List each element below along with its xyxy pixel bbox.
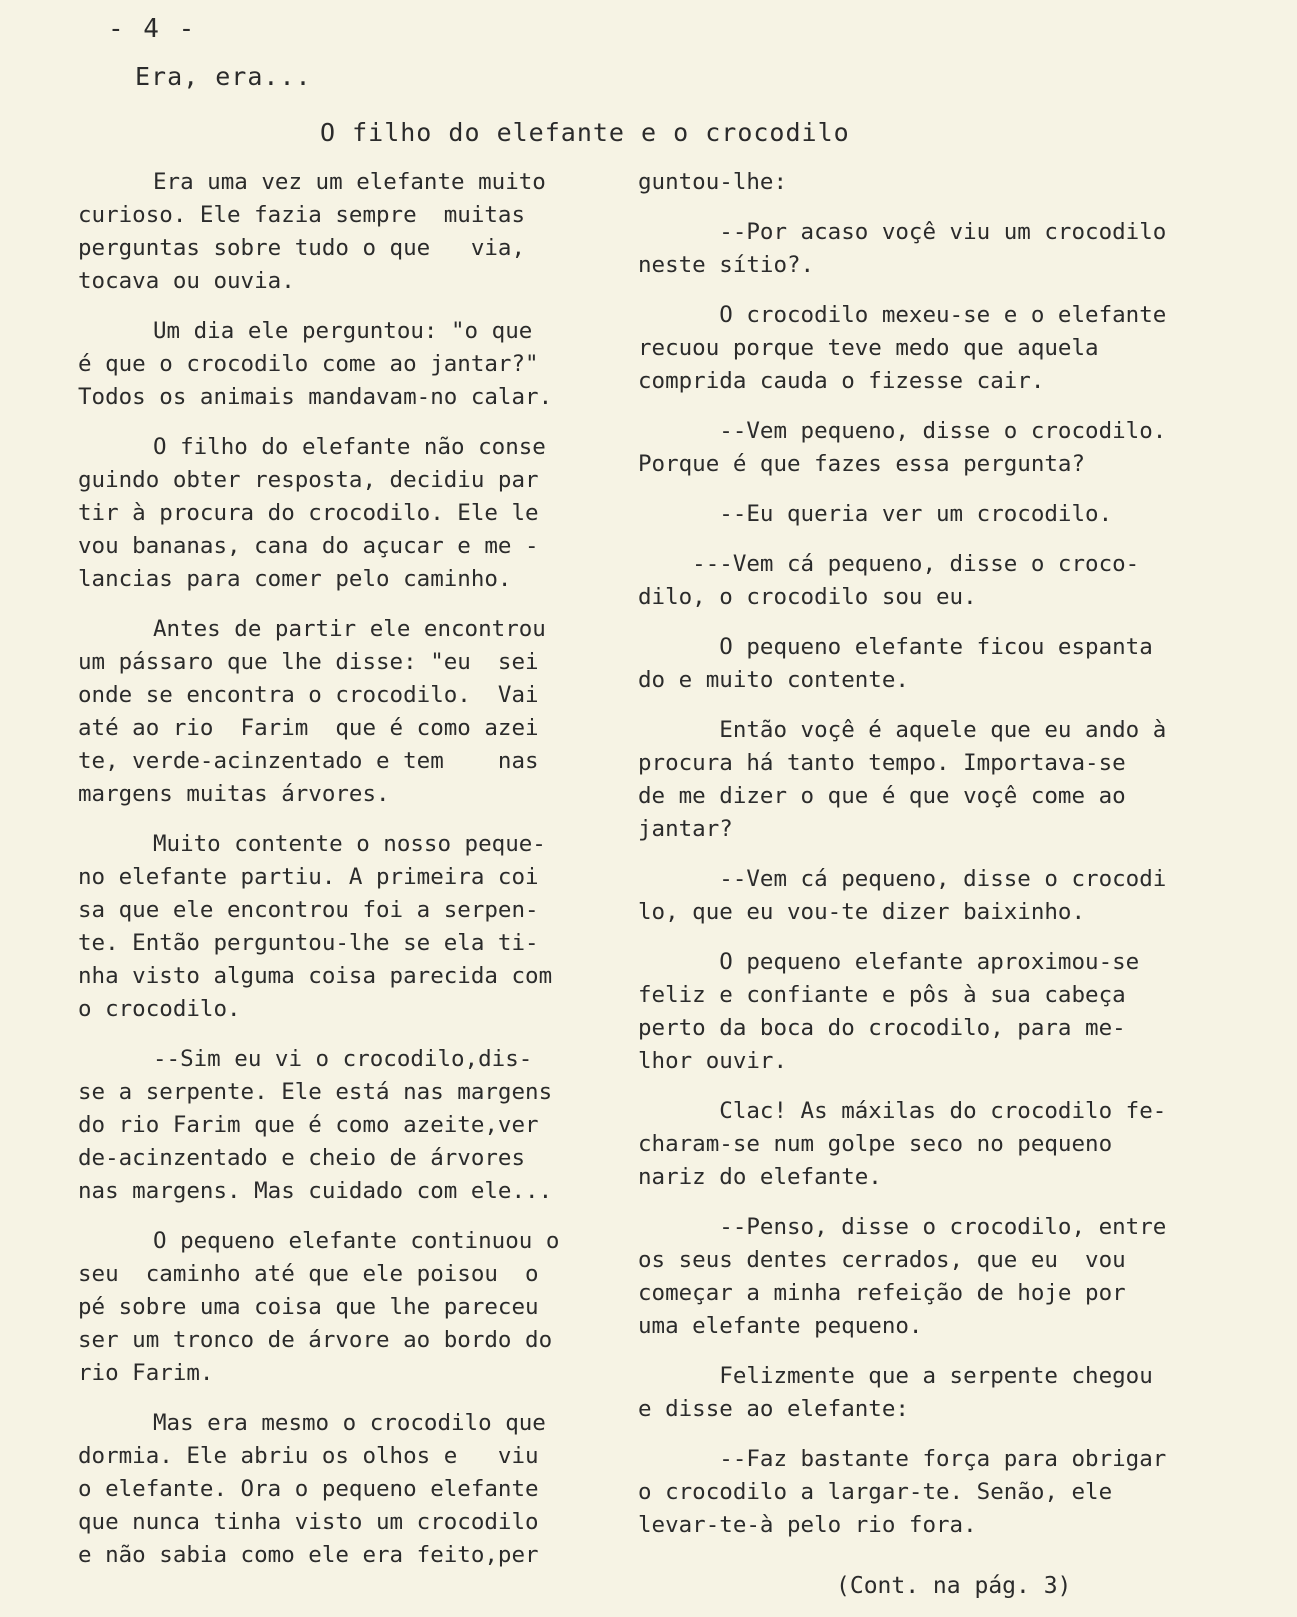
text-line: Porque é que fazes essa pergunta? (638, 451, 1086, 477)
text-line: Então voçê é aquele que eu ando à (638, 717, 1167, 743)
text-line: lo, que eu vou-te dizer baixinho. (638, 899, 1086, 925)
text-line: te. Então perguntou-lhe se ela ti- (78, 930, 539, 956)
paragraph (638, 946, 1228, 1078)
text-line: se a serpente. Ele está nas margens (78, 1079, 553, 1105)
text-line: perto da boca do crocodilo, para me- (638, 1015, 1126, 1041)
text-line: O pequeno elefante ficou espanta (638, 634, 1153, 660)
text-line: lhor ouvir. (638, 1048, 788, 1074)
text-line: --Vem pequeno, disse o crocodilo. (638, 418, 1167, 444)
text-line: perguntas sobre tudo o que via, (78, 235, 526, 261)
text-line: neste sítio?. (638, 252, 815, 278)
paragraph (638, 299, 1228, 398)
text-line: o crocodilo a largar-te. Senão, ele (638, 1479, 1113, 1505)
text-line: feliz e confiante e pôs à sua cabeça (638, 982, 1126, 1008)
paragraph (78, 828, 638, 1026)
story-title: O filho do elefante e o crocodilo (320, 118, 850, 147)
text-line: charam-se num golpe seco no pequeno (638, 1131, 1113, 1157)
text-line: nha visto alguma coisa parecida com (78, 963, 553, 989)
left-column (78, 166, 638, 1589)
text-line: comprida cauda o fizesse cair. (638, 368, 1045, 394)
paragraph (78, 166, 638, 298)
paragraph (78, 1407, 638, 1572)
text-line: onde se encontra o crocodilo. Vai (78, 682, 539, 708)
text-line: --Por acaso voçê viu um crocodilo (638, 219, 1167, 245)
text-line: Era uma vez um elefante muito (153, 169, 546, 195)
paragraph (638, 548, 1228, 614)
paragraph (638, 863, 1228, 929)
text-line: do e muito contente. (638, 667, 909, 693)
paragraph (78, 431, 638, 596)
text-line: tir à procura do crocodilo. Ele le (78, 500, 539, 526)
paragraph (638, 498, 1228, 531)
text-line: O filho do elefante não conse (153, 434, 546, 460)
paragraph (638, 1211, 1228, 1343)
text-line: e disse ao elefante: (638, 1396, 909, 1422)
text-line: no elefante partiu. A primeira coi (78, 864, 539, 890)
text-line: tocava ou ouvia. (78, 268, 295, 294)
text-line: até ao rio Farim que é como azei (78, 715, 539, 741)
text-line: te, verde-acinzentado e tem nas (78, 748, 539, 774)
text-line: jantar? (638, 816, 733, 842)
text-line: Um dia ele perguntou: "o que (153, 318, 533, 344)
text-line: curioso. Ele fazia sempre muitas (78, 202, 526, 228)
paragraph (78, 315, 638, 414)
page-number: - 4 - (108, 14, 197, 44)
text-line: nas margens. Mas cuidado com ele... (78, 1178, 553, 1204)
text-line: recuou porque teve medo que aquela (638, 335, 1099, 361)
text-line: --Eu queria ver um crocodilo. (638, 501, 1113, 527)
paragraph (638, 1443, 1228, 1542)
text-line: Antes de partir ele encontrou (153, 616, 546, 642)
text-line: Mas era mesmo o crocodilo que (153, 1410, 546, 1436)
text-line: levar-te-à pelo rio fora. (638, 1512, 977, 1538)
text-line: rio Farim. (78, 1360, 214, 1386)
right-column (638, 166, 1228, 1559)
text-line: uma elefante pequeno. (638, 1313, 923, 1339)
text-line: Todos os animais mandavam-no calar. (78, 384, 553, 410)
text-line: vou bananas, cana do açucar e me - (78, 533, 539, 559)
text-line: procura há tanto tempo. Importava-se (638, 750, 1126, 776)
paragraph (638, 631, 1228, 697)
paragraph (78, 1225, 638, 1390)
paragraph (78, 613, 638, 811)
text-line: o elefante. Ora o pequeno elefante (78, 1476, 539, 1502)
text-line: Felizmente que a serpente chegou (638, 1363, 1153, 1389)
text-line: do rio Farim que é como azeite,ver (78, 1112, 539, 1138)
text-line: dilo, o crocodilo sou eu. (638, 584, 977, 610)
text-line: --Vem cá pequeno, disse o crocodi (638, 866, 1167, 892)
text-line: lancias para comer pelo caminho. (78, 566, 512, 592)
text-line: começar a minha refeição de hoje por (638, 1280, 1126, 1306)
text-line: nariz do elefante. (638, 1164, 882, 1190)
paragraph (638, 166, 1228, 199)
text-line: que nunca tinha visto um crocodilo (78, 1509, 539, 1535)
text-line: guindo obter resposta, decidiu par (78, 467, 539, 493)
text-line: ser um tronco de árvore ao bordo do (78, 1327, 553, 1353)
paragraph (638, 216, 1228, 282)
text-line: margens muitas árvores. (78, 781, 390, 807)
text-line: de me dizer o que é que voçê come ao (638, 783, 1126, 809)
text-line: --Faz bastante força para obrigar (638, 1446, 1167, 1472)
continuation-note: (Cont. na pág. 3) (836, 1573, 1072, 1599)
text-line: o crocodilo. (78, 996, 241, 1022)
text-line: O crocodilo mexeu-se e o elefante (638, 302, 1167, 328)
text-line: guntou-lhe: (638, 169, 788, 195)
text-line: sa que ele encontrou foi a serpen- (78, 897, 539, 923)
section-heading: Era, era... (135, 62, 312, 91)
text-line: O pequeno elefante continuou o (153, 1228, 560, 1254)
text-line: de-acinzentado e cheio de árvores (78, 1145, 526, 1171)
text-line: O pequeno elefante aproximou-se (638, 949, 1140, 975)
paragraph (638, 1360, 1228, 1426)
paragraph (638, 1095, 1228, 1194)
text-line: Clac! As máxilas do crocodilo fe- (638, 1098, 1167, 1124)
paragraph (78, 1043, 638, 1208)
text-line: --Sim eu vi o crocodilo,dis- (153, 1046, 533, 1072)
text-line: os seus dentes cerrados, que eu vou (638, 1247, 1126, 1273)
text-line: ---Vem cá pequeno, disse o croco- (638, 551, 1140, 577)
text-line: dormia. Ele abriu os olhos e viu (78, 1443, 539, 1469)
text-line: e não sabia como ele era feito,per (78, 1542, 539, 1568)
paragraph (638, 415, 1228, 481)
text-line: um pássaro que lhe disse: "eu sei (78, 649, 539, 675)
text-line: pé sobre uma coisa que lhe pareceu (78, 1294, 539, 1320)
text-line: seu caminho até que ele poisou o (78, 1261, 539, 1287)
text-line: --Penso, disse o crocodilo, entre (638, 1214, 1167, 1240)
text-line: Muito contente o nosso peque- (153, 831, 546, 857)
text-line: é que o crocodilo come ao jantar?" (78, 351, 539, 377)
paragraph (638, 714, 1228, 846)
